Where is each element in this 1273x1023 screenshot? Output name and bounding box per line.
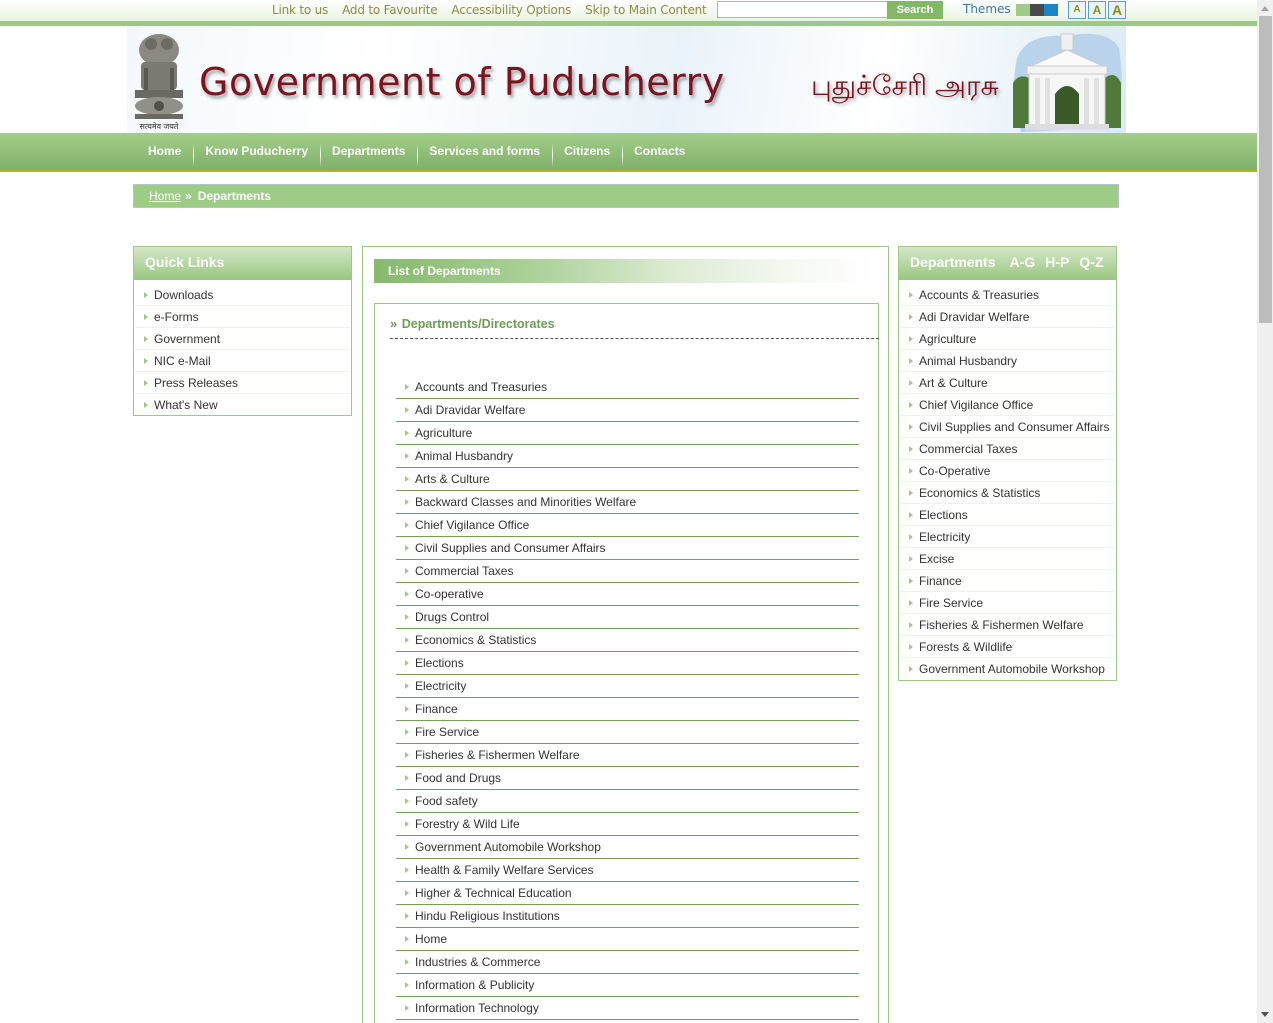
department-link[interactable]: Hindu Religious Institutions (396, 905, 859, 928)
breadcrumb-separator: » (185, 189, 192, 203)
department-link[interactable]: Finance (396, 698, 859, 721)
sidebar-department-link[interactable]: Chief Vigilance Office (900, 394, 1115, 416)
departments-az-panel (898, 246, 1117, 681)
quick-link-whats-new[interactable]: What's New (135, 394, 350, 416)
breadcrumb (133, 184, 1119, 208)
department-link[interactable]: Commercial Taxes (396, 560, 859, 583)
theme-blue-swatch[interactable] (1044, 4, 1058, 16)
department-link[interactable]: Accounts and Treasuries (396, 376, 859, 399)
site-title-tamil: புதுச்சேரி அரசு (811, 70, 999, 101)
double-chevron-icon: » (390, 316, 396, 331)
link-to-us-link[interactable]: Link to us (272, 3, 329, 17)
site-banner (127, 26, 1126, 133)
sidebar-department-link[interactable]: Electricity (900, 526, 1115, 548)
main-navigation (0, 133, 1257, 172)
departments-az-header (899, 247, 1116, 280)
department-link[interactable]: Industries & Commerce (396, 951, 859, 974)
sidebar-department-link[interactable]: Fire Service (900, 592, 1115, 614)
sidebar-department-link[interactable]: Agriculture (900, 328, 1115, 350)
department-link[interactable]: Higher & Technical Education (396, 882, 859, 905)
quick-link-press-releases[interactable]: Press Releases (135, 372, 350, 394)
monument-image (1007, 28, 1125, 132)
breadcrumb-current: Departments (197, 189, 272, 203)
sidebar-department-link[interactable]: Elections (900, 504, 1115, 526)
theme-dark-swatch[interactable] (1030, 4, 1044, 16)
search-button[interactable]: Search (887, 1, 943, 19)
department-link[interactable]: Home (396, 928, 859, 951)
skip-to-main-content-link[interactable]: Skip to Main Content (585, 3, 707, 17)
utility-links (272, 3, 707, 17)
breadcrumb-home-link[interactable]: Home (149, 189, 182, 203)
department-link[interactable]: Food safety (396, 790, 859, 813)
nav-know-puducherry[interactable]: Know Puducherry (193, 133, 320, 172)
sidebar-department-link[interactable]: Excise (900, 548, 1115, 570)
department-link[interactable]: Arts & Culture (396, 468, 859, 491)
font-large-button[interactable]: A (1108, 1, 1126, 19)
sidebar-department-link[interactable]: Finance (900, 570, 1115, 592)
department-link[interactable]: Animal Husbandry (396, 445, 859, 468)
department-link[interactable]: Drugs Control (396, 606, 859, 629)
department-link[interactable]: Chief Vigilance Office (396, 514, 859, 537)
svg-text:सत्यमेव जयते: सत्यमेव जयते (139, 122, 179, 131)
font-small-button[interactable]: A (1068, 1, 1086, 19)
national-emblem-icon (129, 28, 189, 132)
quick-link-nic-email[interactable]: NIC e-Mail (135, 350, 350, 372)
nav-home[interactable]: Home (148, 144, 182, 158)
department-link[interactable]: Health & Family Welfare Services (396, 859, 859, 882)
sidebar-department-link[interactable]: Art & Culture (900, 372, 1115, 394)
quick-links-title: Quick Links (134, 247, 351, 280)
scroll-up-arrow-icon[interactable] (1261, 6, 1269, 11)
font-size-controls (1068, 1, 1126, 19)
department-link[interactable]: Economics & Statistics (396, 629, 859, 652)
sidebar-department-link[interactable]: Civil Supplies and Consumer Affairs (900, 416, 1115, 438)
themes-label: Themes (963, 2, 1011, 16)
department-link[interactable]: Food and Drugs (396, 767, 859, 790)
section-title: » Departments/Directorates (390, 316, 555, 331)
tab-a-g[interactable]: A-G (1009, 254, 1036, 270)
department-link[interactable]: Information & Publicity (396, 974, 859, 997)
sidebar-department-link[interactable]: Fisheries & Fishermen Welfare (900, 614, 1115, 636)
sidebar-department-link[interactable]: Economics & Statistics (900, 482, 1115, 504)
sidebar-department-link[interactable]: Adi Dravidar Welfare (900, 306, 1115, 328)
accessibility-options-link[interactable]: Accessibility Options (451, 3, 572, 17)
sidebar-department-link[interactable]: Forests & Wildlife (900, 636, 1115, 658)
nav-departments[interactable]: Departments (320, 133, 417, 172)
department-link[interactable]: Co-operative (396, 583, 859, 606)
department-link[interactable]: Government Automobile Workshop (396, 836, 859, 859)
scrollbar-thumb[interactable] (1259, 16, 1272, 323)
dashed-divider (390, 338, 879, 339)
theme-green-swatch[interactable] (1016, 4, 1030, 16)
nav-citizens[interactable]: Citizens (552, 133, 622, 172)
main-content (362, 246, 889, 1023)
nav-services-and-forms[interactable]: Services and forms (417, 133, 552, 172)
sidebar-department-link[interactable]: Animal Husbandry (900, 350, 1115, 372)
department-link[interactable]: Electricity (396, 675, 859, 698)
department-link[interactable]: Adi Dravidar Welfare (396, 399, 859, 422)
quick-link-e-forms[interactable]: e-Forms (135, 306, 350, 328)
departments-az-title: Departments (910, 254, 996, 270)
sidebar-department-link[interactable]: Government Automobile Workshop (900, 658, 1115, 680)
department-link[interactable]: Agriculture (396, 422, 859, 445)
department-link[interactable]: Civil Supplies and Consumer Affairs (396, 537, 859, 560)
sidebar-department-link[interactable]: Commercial Taxes (900, 438, 1115, 460)
department-link[interactable]: Elections (396, 652, 859, 675)
department-link[interactable]: Backward Classes and Minorities Welfare (396, 491, 859, 514)
list-of-departments-heading: List of Departments (374, 259, 872, 283)
font-medium-button[interactable]: A (1088, 1, 1106, 19)
site-title: Government of Puducherry (199, 60, 725, 104)
departments-section (374, 303, 879, 1023)
page-scrollbar[interactable] (1257, 0, 1273, 1023)
quick-link-downloads[interactable]: Downloads (135, 284, 350, 306)
sidebar-department-link[interactable]: Co-Operative (900, 460, 1115, 482)
department-link[interactable]: Fisheries & Fishermen Welfare (396, 744, 859, 767)
add-to-favourite-link[interactable]: Add to Favourite (342, 3, 438, 17)
department-link[interactable]: Fire Service (396, 721, 859, 744)
tab-h-p[interactable]: H-P (1045, 254, 1070, 270)
sidebar-department-link[interactable]: Accounts & Treasuries (900, 284, 1115, 306)
search-input[interactable] (717, 1, 888, 18)
nav-contacts[interactable]: Contacts (622, 133, 697, 172)
scroll-down-arrow-icon[interactable] (1261, 1012, 1269, 1017)
quick-links-panel (133, 246, 352, 416)
department-link[interactable]: Forestry & Wild Life (396, 813, 859, 836)
department-link[interactable]: Information Technology (396, 997, 859, 1020)
tab-q-z[interactable]: Q-Z (1079, 254, 1104, 270)
quick-link-government[interactable]: Government (135, 328, 350, 350)
department-list (396, 376, 859, 1020)
